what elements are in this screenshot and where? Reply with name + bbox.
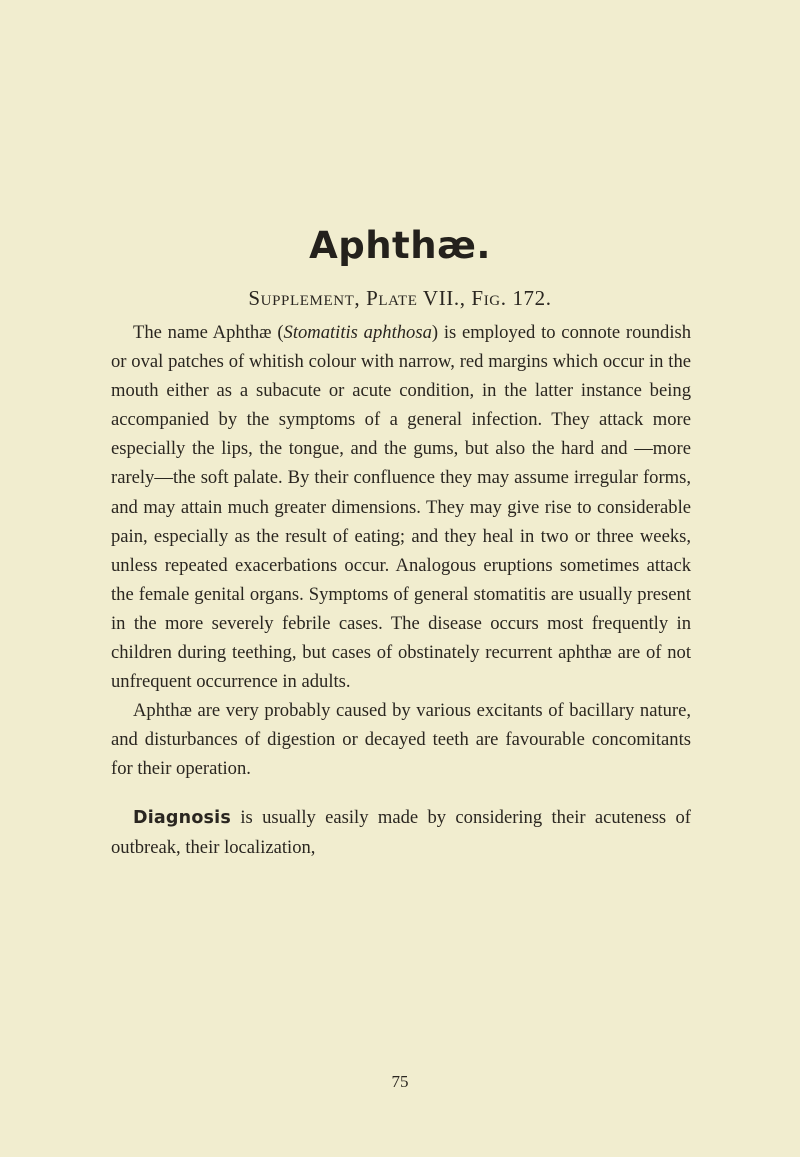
diagnosis-text: is usually easily made by considering their acuteness of outbreak, their localization, bbox=[111, 806, 691, 858]
paragraph-description-body: ) is employed to connote roundish or oval patches of whitish colour with narrow, red margins which occur in the mouth either as a subacute or acute condition, in the latter instance being accompanied by the symptoms of a general infection. They attack more especially the lips, the tongue, and the gums, but also the hard and —more rarely—the soft palate. By their confluence they may assume irregular forms, and may attain much greater dimensions. They may give rise to considerable pain, especially as the result of eating; and they heal in two or three weeks, unless repeated exacerbations occur. Analogous eruptions sometimes attack the female genital organs. Symptoms of general stomatitis are usually present in the more severely febrile cases. The disease occurs most frequently in children during teething, but cases of obstinately recurrent aphthæ are of not unfrequent occurrence in adults. bbox=[111, 322, 692, 693]
diagnosis-heading: Diagnosis bbox=[133, 807, 231, 828]
paragraph-diagnosis bbox=[111, 803, 691, 862]
page-number: 75 bbox=[391, 1072, 409, 1091]
body-text bbox=[111, 318, 691, 862]
paragraph-causes: Aphthæ are very probably caused by various excitants of bacillary nature, and disturbances of digestion or decayed teeth are favourable concomitants for their operation. bbox=[111, 700, 691, 780]
paragraph-description bbox=[111, 318, 691, 696]
plate-reference: Supplement, Plate VII., Fig. 172. bbox=[248, 286, 552, 310]
paragraph-description-intro: The name Aphthæ ( bbox=[133, 322, 284, 343]
page-title: Aphthæ. bbox=[309, 224, 491, 267]
latin-term: Stomatitis aphthosa bbox=[283, 322, 432, 343]
